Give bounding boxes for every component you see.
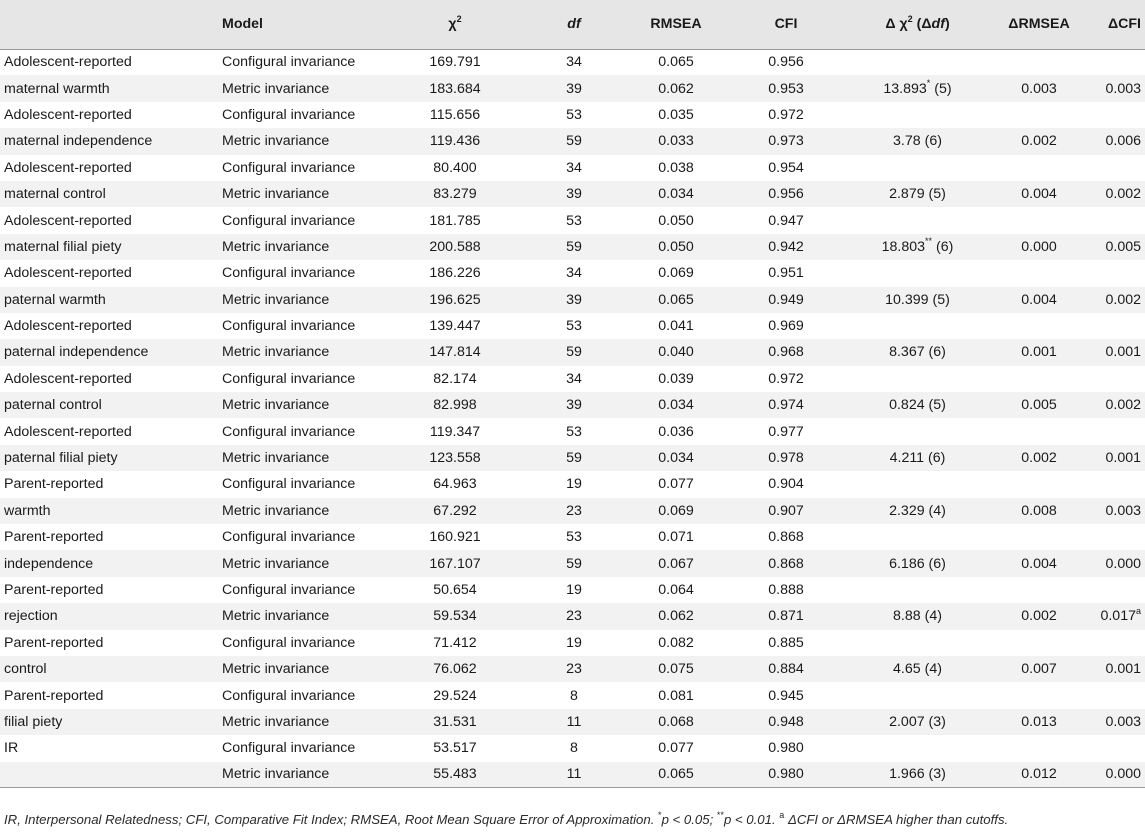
cell-delta-rmsea: 0.004	[1021, 555, 1057, 572]
cell-delta-chi2: 8.88 (4)	[893, 608, 942, 625]
cell-construct: paternal filial piety	[4, 450, 118, 467]
cell-delta-rmsea: 0.003	[1021, 80, 1057, 97]
cell-rmsea: 0.033	[658, 133, 694, 150]
cell-delta-cfi	[1083, 102, 1145, 128]
cell-delta-cfi: 0.001	[1105, 344, 1141, 361]
cell-delta-rmsea	[995, 524, 1083, 550]
cell-model: Configural invariance	[222, 582, 356, 598]
cell-delta-chi2	[840, 207, 995, 233]
cell-chi2: 64.963	[433, 476, 477, 493]
cell-df: 19	[566, 582, 582, 598]
cell-rmsea: 0.039	[658, 370, 694, 387]
table-row	[0, 392, 1145, 418]
cell-delta-chi2: 2.007 (3)	[889, 713, 946, 730]
table-body	[0, 49, 1145, 788]
cell-construct: filial piety	[4, 713, 63, 730]
cell-delta-rmsea: 0.001	[1021, 344, 1057, 361]
cell-construct: Adolescent-reported	[4, 265, 132, 282]
cell-construct	[0, 762, 222, 788]
cell-construct: control	[4, 661, 47, 678]
cell-construct: Adolescent-reported	[4, 212, 132, 229]
cell-model: Configural invariance	[222, 740, 356, 757]
cell-construct: Adolescent-reported	[4, 318, 132, 335]
cell-chi2: 169.791	[429, 54, 481, 71]
cell-chi2: 71.412	[433, 634, 477, 651]
cell-model: Metric invariance	[222, 397, 330, 414]
cell-rmsea: 0.065	[658, 54, 694, 71]
cell-delta-rmsea	[995, 260, 1083, 286]
cell-delta-cfi	[1083, 735, 1145, 761]
cell-delta-chi2: 2.329 (4)	[889, 502, 946, 519]
cell-model: Metric invariance	[222, 762, 382, 788]
cell-df: 34	[566, 265, 582, 282]
cell-rmsea: 0.034	[658, 397, 694, 414]
cell-delta-cfi	[1083, 577, 1145, 603]
cell-cfi: 0.954	[768, 159, 804, 176]
cell-chi2: 123.558	[429, 450, 481, 467]
table-row	[0, 682, 1145, 708]
cell-model: Configural invariance	[222, 54, 356, 71]
cell-delta-cfi: 0.006	[1105, 133, 1141, 150]
cell-delta-chi2: 13.893* (5)	[883, 77, 952, 97]
cell-rmsea: 0.062	[658, 80, 694, 97]
cell-chi2: 80.400	[433, 159, 477, 176]
cell-delta-cfi	[1083, 630, 1145, 656]
cell-delta-rmsea	[995, 682, 1083, 708]
cell-construct: Parent-reported	[4, 529, 104, 546]
cell-cfi: 0.977	[768, 423, 804, 440]
cell-cfi: 0.868	[768, 529, 804, 546]
cell-delta-rmsea	[995, 313, 1083, 339]
cell-chi2: 82.998	[433, 397, 477, 414]
cell-cfi: 0.953	[768, 80, 804, 97]
cell-df: 34	[566, 54, 582, 71]
table-row	[0, 128, 1145, 154]
cell-delta-rmsea	[995, 366, 1083, 392]
cell-cfi: 0.871	[768, 608, 804, 625]
table-row	[0, 577, 1145, 603]
cell-rmsea: 0.075	[658, 661, 694, 678]
table-row	[0, 762, 1145, 788]
cell-delta-cfi	[1083, 471, 1145, 497]
cell-delta-chi2: 4.65 (4)	[893, 661, 942, 678]
cell-rmsea: 0.068	[658, 713, 694, 730]
cell-cfi: 0.980	[768, 740, 804, 757]
cell-delta-rmsea: 0.005	[1021, 397, 1057, 414]
cell-delta-rmsea: 0.008	[1021, 502, 1057, 519]
cell-cfi: 0.956	[768, 186, 804, 203]
cell-construct: paternal warmth	[4, 291, 106, 308]
cell-df: 39	[566, 291, 582, 308]
table-row	[0, 181, 1145, 207]
table-row	[0, 287, 1145, 313]
table-row	[0, 49, 1145, 75]
cell-delta-rmsea: 0.012	[995, 762, 1083, 788]
cell-cfi: 0.978	[768, 450, 804, 467]
cell-cfi: 0.868	[768, 555, 804, 572]
cell-chi2: 139.447	[429, 318, 481, 335]
cell-model: Metric invariance	[222, 502, 330, 519]
cell-cfi: 0.947	[768, 212, 804, 229]
cell-delta-cfi: 0.003	[1105, 80, 1141, 97]
cell-construct: maternal filial piety	[4, 238, 122, 255]
cell-df: 19	[566, 634, 582, 651]
cell-construct: maternal independence	[4, 133, 153, 150]
cell-model: Metric invariance	[222, 291, 330, 308]
cell-delta-chi2	[840, 418, 995, 444]
table-footnote: IR, Interpersonal Relatedness; CFI, Comparative Fit Index; RMSEA, Root Mean Square Error of Approximation. *p < 0.05; **p < 0.01. $^a$ ΔCFI or ΔRMSEA higher than cutoffs.	[4, 809, 1009, 827]
cell-delta-chi2	[840, 682, 995, 708]
cell-delta-chi2: 3.78 (6)	[893, 133, 942, 150]
cell-model: Configural invariance	[222, 318, 356, 335]
cell-model: Metric invariance	[222, 238, 330, 255]
header-chi2: $\chi^2$	[382, 0, 528, 49]
table-row	[0, 366, 1145, 392]
cell-cfi: 0.885	[768, 634, 804, 651]
cell-delta-rmsea: 0.002	[1021, 133, 1057, 150]
cell-delta-cfi: 0.000	[1105, 555, 1141, 572]
cell-model: Configural invariance	[222, 265, 356, 282]
cell-delta-cfi: 0.001	[1105, 661, 1141, 678]
cell-chi2: 186.226	[429, 265, 481, 282]
cell-df: 53	[566, 318, 582, 335]
cell-delta-chi2	[840, 735, 995, 761]
cell-delta-cfi: 0.003	[1105, 502, 1141, 519]
cell-chi2: 67.292	[433, 502, 477, 519]
cell-df: 53	[566, 106, 582, 123]
cell-delta-rmsea: 0.013	[1021, 713, 1057, 730]
cell-rmsea: 0.034	[658, 450, 694, 467]
cell-construct: Adolescent-reported	[4, 159, 132, 176]
cell-construct: Parent-reported	[4, 476, 104, 493]
cell-rmsea: 0.041	[658, 318, 694, 335]
cell-cfi: 0.972	[768, 106, 804, 123]
table-row	[0, 550, 1145, 576]
cell-df: 39	[566, 80, 582, 97]
cell-delta-cfi: 0.001	[1105, 450, 1141, 467]
cell-cfi: 0.884	[768, 661, 804, 678]
cell-delta-cfi	[1083, 49, 1145, 75]
cell-delta-rmsea	[995, 630, 1083, 656]
cell-chi2: 53.517	[433, 740, 477, 757]
cell-model: Configural invariance	[222, 423, 356, 440]
cell-delta-rmsea	[995, 207, 1083, 233]
cell-construct: rejection	[4, 608, 58, 625]
cell-delta-rmsea: 0.002	[1021, 450, 1057, 467]
cell-cfi: 0.972	[768, 370, 804, 387]
cell-df: 59	[566, 133, 582, 150]
cell-delta-chi2	[840, 471, 995, 497]
cell-delta-chi2	[840, 366, 995, 392]
cell-cfi: 0.904	[768, 476, 804, 493]
cell-df: 19	[566, 476, 582, 493]
cell-df: 11	[528, 762, 620, 788]
cell-rmsea: 0.069	[658, 265, 694, 282]
cell-chi2: 160.921	[429, 529, 481, 546]
cell-model: Metric invariance	[222, 661, 330, 678]
cell-delta-chi2: 4.211 (6)	[889, 450, 946, 467]
cell-model: Metric invariance	[222, 608, 330, 625]
cell-construct: Parent-reported	[4, 687, 104, 704]
cell-cfi: 0.888	[768, 582, 804, 598]
cell-delta-chi2	[840, 102, 995, 128]
cell-delta-chi2	[840, 155, 995, 181]
cell-chi2: 82.174	[433, 370, 477, 387]
cell-delta-rmsea: 0.002	[1021, 608, 1057, 625]
cell-delta-chi2	[840, 49, 995, 75]
cell-construct: Adolescent-reported	[4, 370, 132, 387]
cell-model: Configural invariance	[222, 106, 356, 123]
cell-construct: Parent-reported	[4, 582, 104, 598]
cell-construct: independence	[4, 555, 94, 572]
cell-df: 59	[566, 344, 582, 361]
cell-delta-chi2	[840, 260, 995, 286]
cell-chi2: 31.531	[433, 713, 477, 730]
table-row	[0, 603, 1145, 629]
table-header-row	[0, 0, 1145, 49]
cell-delta-cfi	[1083, 207, 1145, 233]
cell-model: Metric invariance	[222, 133, 330, 150]
cell-model: Metric invariance	[222, 80, 330, 97]
cell-rmsea: 0.035	[658, 106, 694, 123]
cell-delta-rmsea	[995, 735, 1083, 761]
cell-chi2: 115.656	[429, 106, 481, 123]
cell-delta-chi2: 10.399 (5)	[885, 291, 950, 308]
cell-df: 23	[566, 608, 582, 625]
cell-construct: maternal warmth	[4, 80, 110, 97]
header-model: Model	[222, 0, 382, 49]
table-row	[0, 445, 1145, 471]
cell-delta-cfi: 0.002	[1105, 397, 1141, 414]
cell-delta-rmsea: 0.007	[1021, 661, 1057, 678]
cell-delta-cfi: 0.002	[1105, 186, 1141, 203]
cell-delta-cfi	[1083, 155, 1145, 181]
cell-delta-chi2: 1.966 (3)	[840, 762, 995, 788]
cell-df: 59	[566, 555, 582, 572]
cell-model: Configural invariance	[222, 634, 356, 651]
cell-rmsea: 0.038	[658, 159, 694, 176]
cell-delta-chi2: 18.803** (6)	[881, 236, 954, 255]
cell-rmsea: 0.050	[658, 238, 694, 255]
cell-rmsea: 0.069	[658, 502, 694, 519]
cell-df: 39	[566, 397, 582, 414]
cell-delta-rmsea: 0.000	[1021, 238, 1057, 255]
cell-chi2: 76.062	[433, 661, 477, 678]
cell-delta-rmsea	[995, 471, 1083, 497]
cell-delta-rmsea	[995, 155, 1083, 181]
cell-rmsea: 0.067	[658, 555, 694, 572]
cell-model: Configural invariance	[222, 212, 356, 229]
cell-df: 53	[566, 529, 582, 546]
table-row	[0, 418, 1145, 444]
header-delta-chi2: Δ $\chi^2$ (Δdf)	[840, 0, 995, 49]
cell-cfi: 0.974	[768, 397, 804, 414]
cell-df: 8	[570, 687, 578, 704]
cell-construct: maternal control	[4, 186, 106, 203]
cell-model: Metric invariance	[222, 555, 330, 572]
cell-construct: paternal control	[4, 397, 102, 414]
cell-chi2: 55.483	[382, 762, 528, 788]
cell-cfi: 0.951	[768, 265, 804, 282]
cell-rmsea: 0.036	[658, 423, 694, 440]
cell-delta-chi2	[840, 524, 995, 550]
cell-rmsea: 0.082	[658, 634, 694, 651]
cell-delta-rmsea	[995, 49, 1083, 75]
cell-model: Configural invariance	[222, 687, 356, 704]
table-row	[0, 207, 1145, 233]
cell-delta-cfi: 0.005	[1105, 238, 1141, 255]
cell-construct: Parent-reported	[4, 634, 104, 651]
cell-model: Metric invariance	[222, 713, 330, 730]
cell-rmsea: 0.034	[658, 186, 694, 203]
cell-delta-chi2	[840, 577, 995, 603]
cell-rmsea: 0.065	[620, 762, 732, 788]
cell-delta-rmsea: 0.004	[1021, 291, 1057, 308]
cell-cfi: 0.969	[768, 318, 804, 335]
cell-delta-chi2: 0.824 (5)	[889, 397, 946, 414]
cell-delta-cfi: 0.000	[1083, 762, 1145, 788]
cell-rmsea: 0.081	[658, 687, 694, 704]
cell-delta-cfi	[1083, 524, 1145, 550]
cell-delta-cfi	[1083, 418, 1145, 444]
cell-cfi: 0.980	[732, 762, 840, 788]
table-row	[0, 260, 1145, 286]
cell-df: 53	[566, 423, 582, 440]
cell-construct: warmth	[4, 502, 51, 519]
cell-chi2: 147.814	[429, 344, 481, 361]
cell-df: 59	[566, 450, 582, 467]
cell-df: 34	[566, 370, 582, 387]
table-row	[0, 524, 1145, 550]
cell-rmsea: 0.040	[658, 344, 694, 361]
cell-delta-chi2	[840, 313, 995, 339]
table-row	[0, 709, 1145, 735]
cell-delta-rmsea	[995, 102, 1083, 128]
cell-delta-chi2: 8.367 (6)	[889, 344, 946, 361]
cell-df: 39	[566, 186, 582, 203]
cell-chi2: 50.654	[433, 582, 477, 598]
cell-delta-rmsea	[995, 418, 1083, 444]
header-df: df	[528, 0, 620, 49]
cell-delta-chi2: 2.879 (5)	[889, 186, 946, 203]
cell-chi2: 59.534	[433, 608, 477, 625]
cell-cfi: 0.949	[768, 291, 804, 308]
cell-construct: Adolescent-reported	[4, 106, 132, 123]
cell-delta-cfi: 0.017$^a$	[1100, 605, 1141, 625]
cell-cfi: 0.973	[768, 133, 804, 150]
cell-cfi: 0.942	[768, 238, 804, 255]
cell-rmsea: 0.065	[658, 291, 694, 308]
cell-chi2: 83.279	[433, 186, 477, 203]
cell-df: 23	[566, 661, 582, 678]
header-delta-rmsea: ΔRMSEA	[995, 0, 1083, 49]
cell-chi2: 167.107	[429, 555, 481, 572]
cell-cfi: 0.948	[768, 713, 804, 730]
cell-rmsea: 0.050	[658, 212, 694, 229]
table-row	[0, 498, 1145, 524]
cell-df: 53	[566, 212, 582, 229]
cell-rmsea: 0.062	[658, 608, 694, 625]
cell-delta-rmsea: 0.004	[1021, 186, 1057, 203]
cell-model: Metric invariance	[222, 186, 330, 203]
cell-chi2: 181.785	[429, 212, 481, 229]
cell-df: 11	[566, 713, 582, 730]
cell-rmsea: 0.077	[658, 740, 694, 757]
cell-chi2: 196.625	[429, 291, 481, 308]
cell-delta-cfi	[1083, 313, 1145, 339]
header-delta-cfi: ΔCFI	[1083, 0, 1145, 49]
cell-chi2: 29.524	[433, 687, 477, 704]
cell-model: Configural invariance	[222, 370, 356, 387]
cell-model: Configural invariance	[222, 476, 356, 493]
cell-model: Configural invariance	[222, 529, 356, 546]
cell-delta-chi2: 6.186 (6)	[889, 555, 946, 572]
cell-cfi: 0.968	[768, 344, 804, 361]
cell-model: Metric invariance	[222, 344, 330, 361]
table-row	[0, 339, 1145, 365]
cell-delta-cfi	[1083, 682, 1145, 708]
cell-rmsea: 0.071	[658, 529, 694, 546]
table-row	[0, 735, 1145, 761]
table-row	[0, 234, 1145, 260]
cell-df: 34	[566, 159, 582, 176]
table-row	[0, 313, 1145, 339]
header-rmsea: RMSEA	[620, 0, 732, 49]
cell-cfi: 0.907	[768, 502, 804, 519]
cell-construct: IR	[4, 740, 19, 757]
cell-cfi: 0.956	[768, 54, 804, 71]
cell-model: Configural invariance	[222, 159, 356, 176]
table-row	[0, 102, 1145, 128]
table-row	[0, 656, 1145, 682]
cell-rmsea: 0.077	[658, 476, 694, 493]
cell-construct: paternal independence	[4, 344, 149, 361]
cell-delta-rmsea	[995, 577, 1083, 603]
cell-construct: Adolescent-reported	[4, 423, 132, 440]
cell-delta-cfi: 0.002	[1105, 291, 1141, 308]
cell-chi2: 119.436	[429, 133, 481, 150]
table-row	[0, 155, 1145, 181]
header-cfi: CFI	[732, 0, 840, 49]
cell-df: 8	[570, 740, 578, 757]
cell-model: Metric invariance	[222, 450, 330, 467]
cell-cfi: 0.945	[768, 687, 804, 704]
cell-chi2: 119.347	[429, 423, 481, 440]
cell-construct: Adolescent-reported	[4, 54, 132, 71]
cell-delta-cfi	[1083, 260, 1145, 286]
cell-delta-cfi: 0.003	[1105, 713, 1141, 730]
cell-chi2: 200.588	[429, 238, 481, 255]
cell-rmsea: 0.064	[658, 582, 694, 598]
cell-chi2: 183.684	[429, 80, 481, 97]
header-label	[0, 0, 222, 49]
cell-df: 23	[566, 502, 582, 519]
cell-df: 59	[566, 238, 582, 255]
table-row	[0, 75, 1145, 101]
table-row	[0, 471, 1145, 497]
cell-delta-chi2	[840, 630, 995, 656]
cell-delta-cfi	[1083, 366, 1145, 392]
table-row	[0, 630, 1145, 656]
